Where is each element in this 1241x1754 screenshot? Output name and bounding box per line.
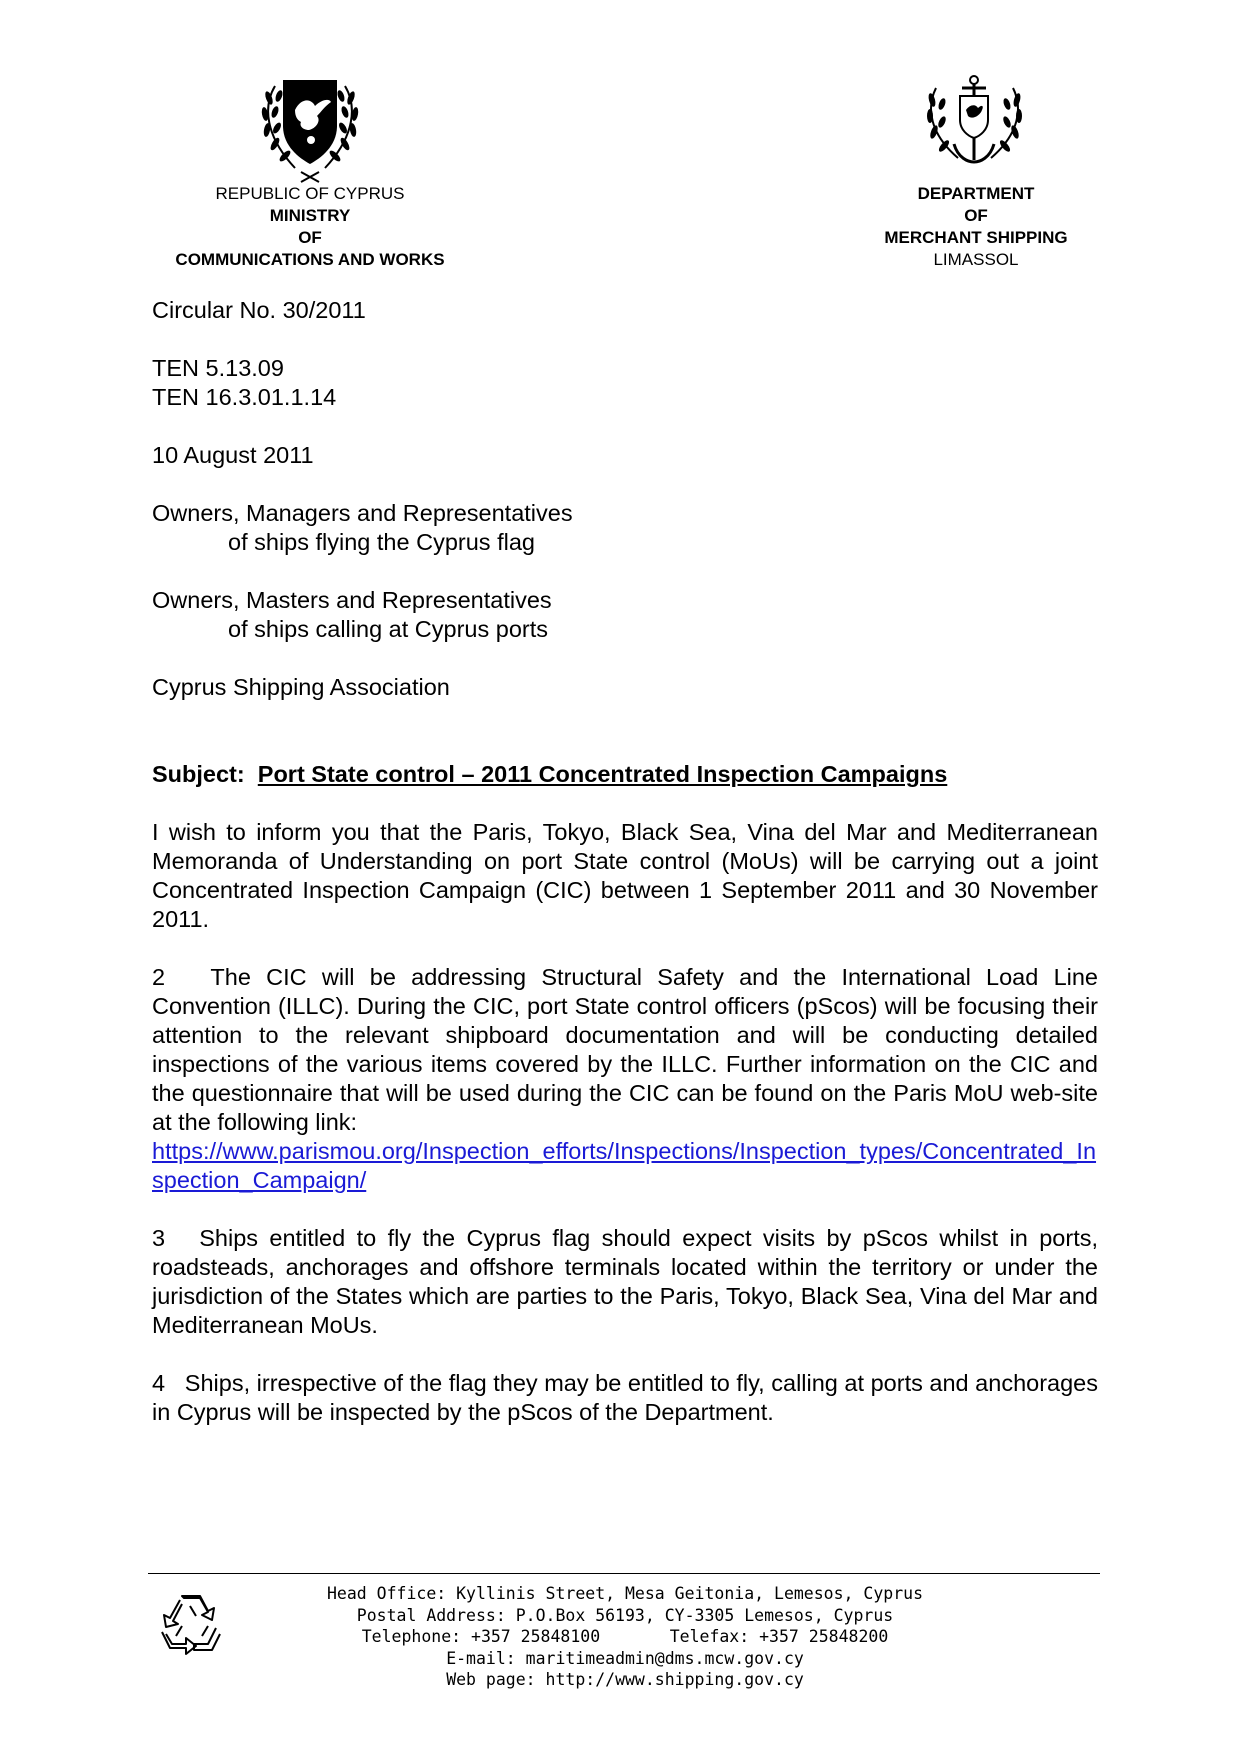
email: E-mail: maritimeadmin@dms.mcw.gov.cy (446, 1648, 804, 1668)
postal-address: Postal Address: P.O.Box 56193, CY-3305 Lemesos, Cyprus (356, 1605, 894, 1625)
web-page: Web page: http://www.shipping.gov.cy (446, 1670, 804, 1689)
limassol-label: LIMASSOL (933, 250, 1019, 269)
phone-fax-line (300, 1626, 950, 1648)
of-label: OF (298, 228, 322, 247)
ten-ref-1: TEN 5.13.09 (152, 355, 284, 381)
circular-date: 10 August 2011 (152, 442, 314, 468)
head-office: Head Office: Kyllinis Street, Mesa Geitonia, Lemesos, Cyprus (326, 1584, 924, 1603)
of-label-right: OF (964, 206, 988, 225)
circular-number: Circular No. 30/2011 (152, 297, 366, 323)
department-label: DEPARTMENT (917, 184, 1035, 203)
recipient-3: Cyprus Shipping Association (152, 674, 450, 700)
cyprus-coat-of-arms-icon (255, 76, 365, 184)
communications-and-works: COMMUNICATIONS AND WORKS (175, 250, 445, 269)
recycle-icon (156, 1592, 228, 1658)
paragraph-3-text: Ships entitled to fly the Cyprus flag should expect visits by pScos whilst in ports, roadsteads, anchorages and offshore terminals located within the territory or under the jurisdiction of the States which are parties to the Paris, Tokyo, Black Sea, Vina del Mar and Mediterranean MoUs. (152, 1225, 1098, 1338)
paragraph-1: I wish to inform you that the Paris, Tokyo, Black Sea, Vina del Mar and Mediterranean Memoranda of Understanding on port State control (MoUs) will be carrying out a joint Concentrated Inspection Campaign (CIC) between 1 September 2011 and 30 November 2011. (152, 819, 1098, 932)
subject-title: Port State control – 2011 Concentrated Inspection Campaigns (257, 761, 948, 787)
merchant-shipping-label: MERCHANT SHIPPING (884, 228, 1068, 247)
paragraph-2-number: 2 (152, 964, 166, 990)
recipient-2-line-2: of ships calling at Cyprus ports (228, 616, 549, 642)
recipient-1-line-1: Owners, Managers and Representatives (152, 500, 573, 526)
paragraph-4-text: Ships, irrespective of the flag they may be entitled to fly, calling at ports and anchorages in Cyprus will be inspected by the pScos of the Department. (152, 1370, 1098, 1425)
republic-of-cyprus: REPUBLIC OF CYPRUS (215, 184, 405, 203)
footer-contact (300, 1583, 950, 1691)
subject-label: Subject: (152, 761, 245, 787)
recipient-1-line-2: of ships flying the Cyprus flag (228, 529, 535, 555)
subject-line (152, 760, 947, 789)
ten-ref-2: TEN 16.3.01.1.14 (152, 384, 337, 410)
telefax: Telefax: +357 25848200 (669, 1627, 889, 1646)
right-header (820, 183, 1132, 271)
paragraph-4 (152, 1369, 1098, 1427)
paris-mou-cic-link[interactable]: https://www.parismou.org/Inspection_efforts/Inspections/Inspection_types/Concentrated_Inspection_Campaign/ (152, 1138, 1097, 1193)
paragraph-4-number: 4 (152, 1370, 166, 1396)
left-header (100, 183, 520, 271)
paragraph-3 (152, 1224, 1098, 1340)
paragraph-2-text: The CIC will be addressing Structural Safety and the International Load Line Convention (ILLC). During the CIC, port State control officers (pScos) will be focusing their attention to the relevant shipboard documentation and will be conducting detailed inspections of the various items covered by the ILLC. Further information on the CIC and the questionnaire that will be used during the CIC can be found on the Paris MoU web-site at the following link: (152, 964, 1098, 1135)
paragraph-3-number: 3 (152, 1225, 166, 1251)
telephone: Telephone: +357 25848100 (361, 1627, 601, 1646)
footer-divider (148, 1573, 1100, 1574)
merchant-shipping-emblem-icon (922, 74, 1027, 168)
recipient-2-line-1: Owners, Masters and Representatives (152, 587, 552, 613)
ministry-label: MINISTRY (269, 206, 351, 225)
paragraph-2 (152, 963, 1098, 1195)
